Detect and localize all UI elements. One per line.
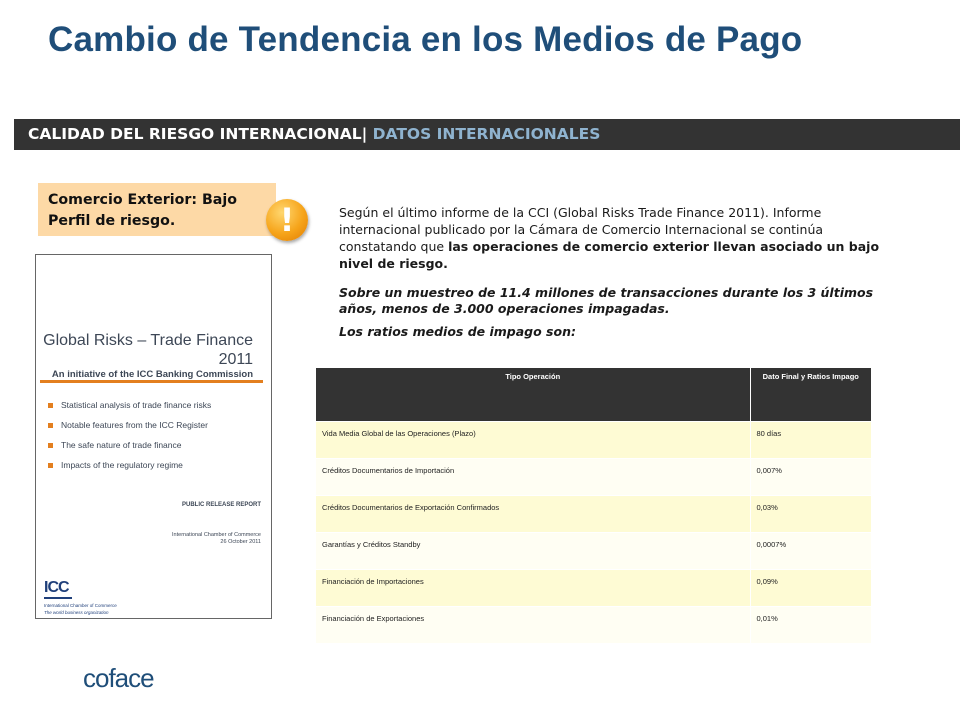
table-cell: Vida Media Global de las Operaciones (Plazo) bbox=[316, 422, 750, 459]
icc-logo-letters: ICC bbox=[44, 579, 69, 596]
square-bullet-icon bbox=[48, 423, 53, 428]
table-header-row bbox=[316, 368, 871, 422]
icc-logo-caption-1: International Chamber of Commerce bbox=[44, 603, 117, 608]
table-cell: Financiación de Importaciones bbox=[316, 570, 750, 607]
report-bullet-list bbox=[48, 400, 263, 480]
callout-box: Comercio Exterior: Bajo Perfil de riesgo. bbox=[38, 183, 276, 236]
table-cell: 0,03% bbox=[750, 496, 871, 533]
table-row bbox=[316, 496, 871, 533]
report-subtitle: An initiative of the ICC Banking Commission bbox=[51, 369, 253, 380]
table-cell: 0,007% bbox=[750, 459, 871, 496]
table-row bbox=[316, 607, 871, 644]
table-header-cell: Dato Final y Ratios Impago bbox=[750, 368, 871, 422]
table-cell: 0,09% bbox=[750, 570, 871, 607]
list-item bbox=[48, 460, 263, 470]
slide-title: Cambio de Tendencia en los Medios de Pago bbox=[48, 20, 803, 59]
report-divider bbox=[40, 380, 263, 383]
icc-logo bbox=[44, 580, 72, 599]
table-cell: Financiación de Exportaciones bbox=[316, 607, 750, 644]
list-item bbox=[48, 420, 263, 430]
table-header-cell: Tipo Operación bbox=[316, 368, 750, 422]
table-row bbox=[316, 533, 871, 570]
body-p1-normal: Según el último informe de la CCI (Global Risks Trade Finance 2011). Informe internacional publicado por la Cámara de Comercio Internacional se continúa constatando que bbox=[339, 205, 824, 254]
icc-logo-caption-2: The world business organization bbox=[44, 610, 109, 615]
list-item bbox=[48, 440, 263, 450]
report-bullet-text: Impacts of the regulatory regime bbox=[61, 460, 183, 470]
table-cell: 80 días bbox=[750, 422, 871, 459]
list-item bbox=[48, 400, 263, 410]
table-cell: Créditos Documentarios de Importación bbox=[316, 459, 750, 496]
report-org-line1: International Chamber of Commerce bbox=[172, 532, 261, 538]
table-cell: 0,01% bbox=[750, 607, 871, 644]
icc-logo-stripe bbox=[44, 597, 72, 599]
section-accent-label: DATOS INTERNACIONALES bbox=[372, 125, 601, 143]
report-org-line2: 26 October 2011 bbox=[220, 539, 261, 546]
table-cell: 0,0007% bbox=[750, 533, 871, 570]
report-bullet-text: Statistical analysis of trade finance risks bbox=[61, 400, 212, 410]
section-main-label: CALIDAD DEL RIESGO INTERNACIONAL bbox=[28, 125, 362, 143]
square-bullet-icon bbox=[48, 463, 53, 468]
body-paragraph-1 bbox=[339, 205, 899, 273]
section-separator: | bbox=[361, 125, 368, 143]
square-bullet-icon bbox=[48, 443, 53, 448]
body-p1-bold: las operaciones de comercio exterior llevan asociado un bajo nivel de riesgo. bbox=[339, 238, 880, 271]
default-ratio-table bbox=[316, 368, 871, 643]
coface-logo: coface bbox=[83, 663, 154, 693]
report-bullet-text: The safe nature of trade finance bbox=[61, 440, 182, 450]
body-text bbox=[339, 205, 899, 347]
table-cell: Créditos Documentarios de Exportación Confirmados bbox=[316, 496, 750, 533]
square-bullet-icon bbox=[48, 403, 53, 408]
body-paragraph-2: Sobre un muestreo de 11.4 millones de transacciones durante los 3 últimos años, menos de 3.000 operaciones impagadas. bbox=[339, 284, 874, 317]
report-release-label: PUBLIC RELEASE REPORT bbox=[181, 502, 261, 508]
report-bullet-text: Notable features from the ICC Register bbox=[61, 420, 208, 430]
body-paragraph-3: Los ratios medios de impago son: bbox=[339, 324, 576, 340]
table-cell: Garantías y Créditos Standby bbox=[316, 533, 750, 570]
exclamation-warning-icon: ! bbox=[266, 199, 308, 241]
table-row bbox=[316, 570, 871, 607]
table-row bbox=[316, 422, 871, 459]
report-cover-image bbox=[35, 254, 272, 619]
section-bar bbox=[14, 119, 960, 150]
report-org-info bbox=[172, 532, 261, 546]
report-title: Global Risks – Trade Finance 2011 bbox=[43, 332, 253, 369]
table-row bbox=[316, 459, 871, 496]
